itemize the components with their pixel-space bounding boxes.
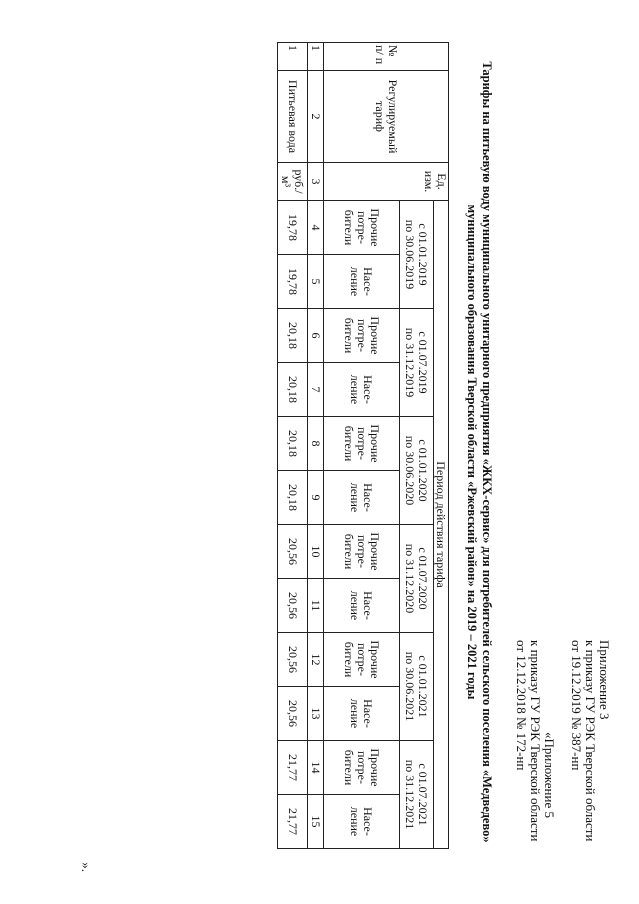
appendix-current-line3: от 19.12.2019 № 387-нп [569,640,584,771]
row-value: 21,77 [278,741,308,795]
consumer-other: Прочие потре-бители [324,309,400,363]
row-num: 1 [278,43,308,71]
appendix-current-line1: Приложение 3 [597,640,612,720]
period-6: с 01.07.2021 по 31.12.2021 [400,741,434,849]
consumer-other: Прочие потре-бители [324,201,400,255]
col-number: 13 [308,687,324,741]
title-line1: Тарифы на питьевую воду муниципального унитарного предприятия «ЖКХ-сервис» для потребителей сельского поселения «Медведево» [480,61,494,843]
row-value: 19,78 [278,201,308,255]
appendix-current-note [569,640,611,870]
col-number: 8 [308,417,324,471]
row-value: 20,56 [278,687,308,741]
title-line2: муниципального образования Тверской области «Ржевский район» на 2019 – 2021 годы [465,204,479,700]
col-number: 6 [308,309,324,363]
period-1: с 01.01.2019 по 30.06.2019 [400,201,434,309]
row-value: 20,18 [278,363,308,417]
consumer-other: Прочие потре-бители [324,741,400,795]
header-period: Период действия тарифа [434,201,449,849]
row-value: 19,78 [278,255,308,309]
header-unit: Ед. изм. [324,163,449,201]
col-number: 14 [308,741,324,795]
closing-mark: ». [79,862,94,872]
row-value: 20,56 [278,525,308,579]
period-3: с 01.01.2020 по 30.06.2020 [400,417,434,525]
consumer-population: Насе-ление [324,363,400,417]
consumer-population: Насе-ление [324,795,400,849]
period-2: с 01.07.2019 по 31.12.2019 [400,309,434,417]
table-row [278,43,308,849]
col-number: 10 [308,525,324,579]
appendix-original-note [514,640,556,870]
row-value: 20,56 [278,633,308,687]
row-name: Питьевая вода [278,71,308,163]
row-value: 20,18 [278,309,308,363]
row-value: 20,18 [278,471,308,525]
consumer-other: Прочие потре-бители [324,525,400,579]
col-number: 11 [308,579,324,633]
document-title [464,40,494,864]
row-value: 21,77 [278,795,308,849]
consumer-population: Насе-ление [324,255,400,309]
consumer-population: Насе-ление [324,579,400,633]
header-tariff: Регулируемый тариф [324,71,449,163]
row-value: 20,18 [278,417,308,471]
period-4: с 01.07.2020 по 31.12.2020 [400,525,434,633]
col-number: 2 [308,71,324,163]
col-number: 12 [308,633,324,687]
header-num: № п/ п [324,43,449,71]
col-number: 7 [308,363,324,417]
consumer-population: Насе-ление [324,687,400,741]
appendix-original-line2: к приказу ГУ РЭК Тверской области [528,640,543,842]
row-unit: руб./м³ [278,163,308,201]
tariff-table [277,42,449,849]
consumer-population: Насе-ление [324,471,400,525]
appendix-current-line2: к приказу ГУ РЭК Тверской области [583,640,598,842]
period-5: с 01.01.2021 по 30.06.2021 [400,633,434,741]
appendix-original-line3: от 12.12.2018 № 172-нп [514,640,529,771]
consumer-other: Прочие потре-бители [324,417,400,471]
col-number: 4 [308,201,324,255]
column-number-row [308,43,324,849]
col-number: 15 [308,795,324,849]
appendix-original-line1: «Приложение 5 [542,731,557,818]
col-number: 3 [308,163,324,201]
col-number: 5 [308,255,324,309]
consumer-other: Прочие потре-бители [324,633,400,687]
row-value: 20,56 [278,579,308,633]
col-number: 1 [308,43,324,71]
col-number: 9 [308,471,324,525]
